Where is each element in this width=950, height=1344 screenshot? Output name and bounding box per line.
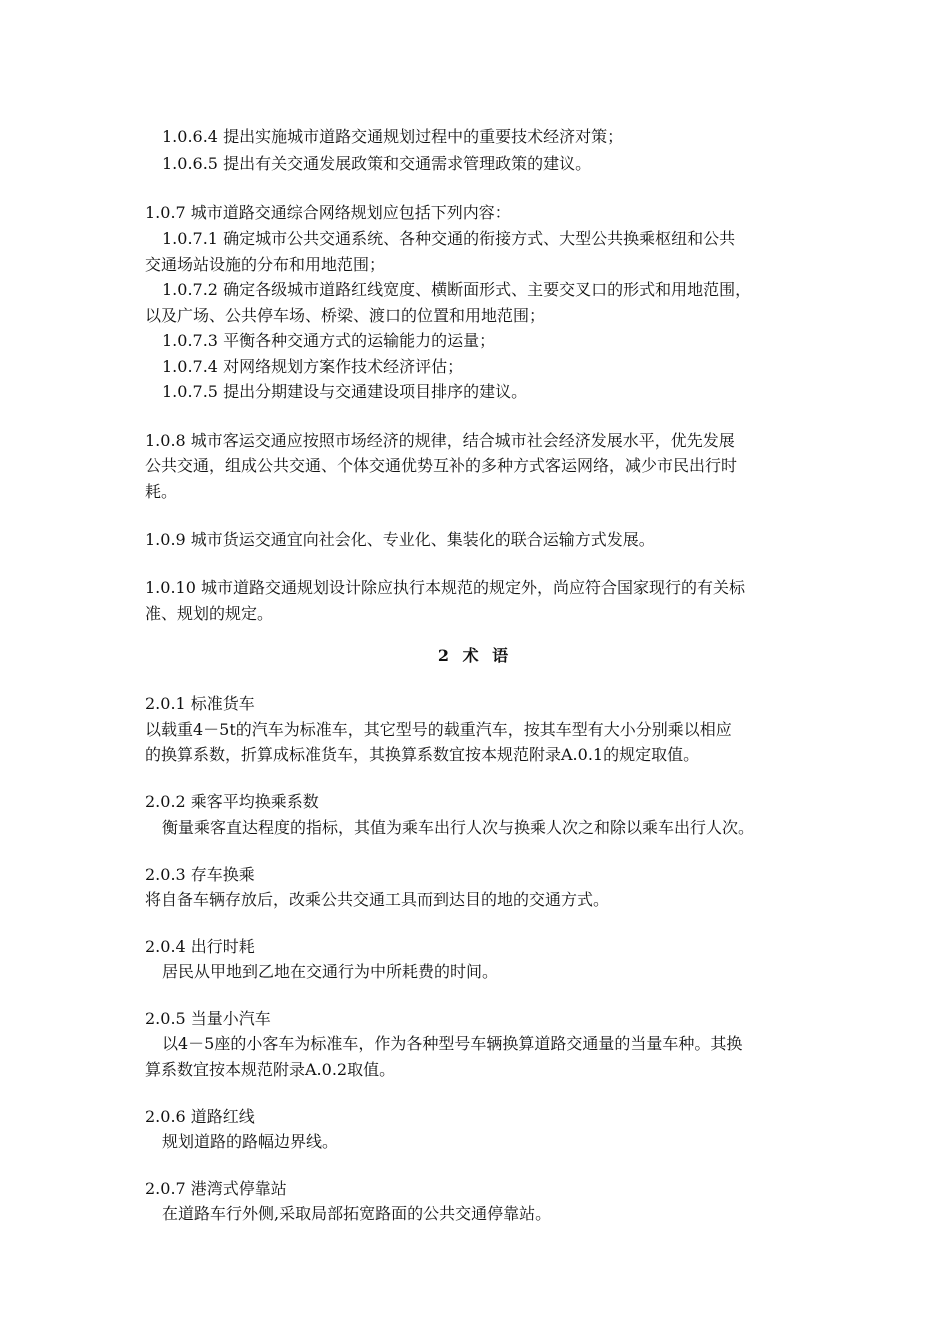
- clause-1-0-8-cont-2: 耗。: [145, 482, 178, 501]
- term-2-0-4-text: 居民从甲地到乙地在交通行为中所耗费的时间。: [162, 962, 499, 981]
- term-2-0-3-title: 2.0.3 存车换乘: [145, 865, 255, 884]
- term-2-0-2-title: 2.0.2 乘客平均换乘系数: [145, 792, 319, 811]
- clause-1-0-10-cont: 准、规划的规定。: [145, 604, 274, 623]
- clause-1-0-7-4: 1.0.7.4 对网络规划方案作技术经济评估；: [162, 357, 464, 376]
- clause-1-0-7-5: 1.0.7.5 提出分期建设与交通建设项目排序的建议。: [162, 382, 528, 401]
- term-2-0-6-text: 规划道路的路幅边界线。: [162, 1132, 339, 1151]
- term-2-0-6-title: 2.0.6 道路红线: [145, 1107, 255, 1126]
- clause-1-0-10: 1.0.10 城市道路交通规划设计除应执行本规范的规定外，尚应符合国家现行的有关标: [145, 578, 745, 597]
- clause-1-0-7-2-cont: 以及广场、公共停车场、桥梁、渡口的位置和用地范围；: [145, 306, 546, 325]
- term-2-0-5-title: 2.0.5 当量小汽车: [145, 1009, 271, 1028]
- section-heading: 2 术 语: [437, 646, 513, 665]
- clause-1-0-7-1-cont: 交通场站设施的分布和用地范围；: [145, 255, 386, 274]
- clause-1-0-7-2: 1.0.7.2 确定各级城市道路红线宽度、横断面形式、主要交叉口的形式和用地范围，: [162, 280, 752, 299]
- term-2-0-2-text: 衡量乘客直达程度的指标，其值为乘车出行人次与换乘人次之和除以乘车出行人次。: [162, 818, 755, 837]
- term-2-0-7-text: 在道路车行外侧,采取局部拓宽路面的公共交通停靠站。: [162, 1204, 552, 1223]
- clause-1-0-7-1: 1.0.7.1 确定城市公共交通系统、各种交通的衔接方式、大型公共换乘枢纽和公共: [162, 229, 736, 248]
- clause-1-0-6-4: 1.0.6.4 提出实施城市道路交通规划过程中的重要技术经济对策；: [162, 127, 624, 146]
- term-2-0-3-text: 将自备车辆存放后，改乘公共交通工具而到达目的地的交通方式。: [145, 890, 610, 909]
- term-2-0-5-text: 以4－5座的小客车为标准车，作为各种型号车辆换算道路交通量的当量车种。其换: [162, 1034, 743, 1053]
- term-2-0-7-title: 2.0.7 港湾式停靠站: [145, 1179, 287, 1198]
- clause-1-0-7: 1.0.7 城市道路交通综合网络规划应包括下列内容：: [145, 203, 511, 222]
- term-2-0-4-title: 2.0.4 出行时耗: [145, 937, 255, 956]
- clause-1-0-6-5: 1.0.6.5 提出有关交通发展政策和交通需求管理政策的建议。: [162, 154, 592, 173]
- clause-1-0-8-cont-1: 公共交通，组成公共交通、个体交通优势互补的多种方式客运网络，减少市民出行时: [145, 456, 738, 475]
- clause-1-0-7-3: 1.0.7.3 平衡各种交通方式的运输能力的运量；: [162, 331, 496, 350]
- term-2-0-1-text: 以载重4－5t的汽车为标准车，其它型号的载重汽车，按其车型有大小分别乘以相应: [145, 720, 732, 739]
- clause-1-0-9: 1.0.9 城市货运交通宜向社会化、专业化、集装化的联合运输方式发展。: [145, 530, 655, 549]
- term-2-0-1-title: 2.0.1 标准货车: [145, 694, 255, 713]
- term-2-0-1-text-cont: 的换算系数，折算成标准货车，其换算系数宜按本规范附录A.0.1的规定取值。: [145, 745, 700, 764]
- term-2-0-5-text-cont: 算系数宜按本规范附录A.0.2取值。: [145, 1060, 396, 1079]
- clause-1-0-8: 1.0.8 城市客运交通应按照市场经济的规律，结合城市社会经济发展水平，优先发展: [145, 431, 735, 450]
